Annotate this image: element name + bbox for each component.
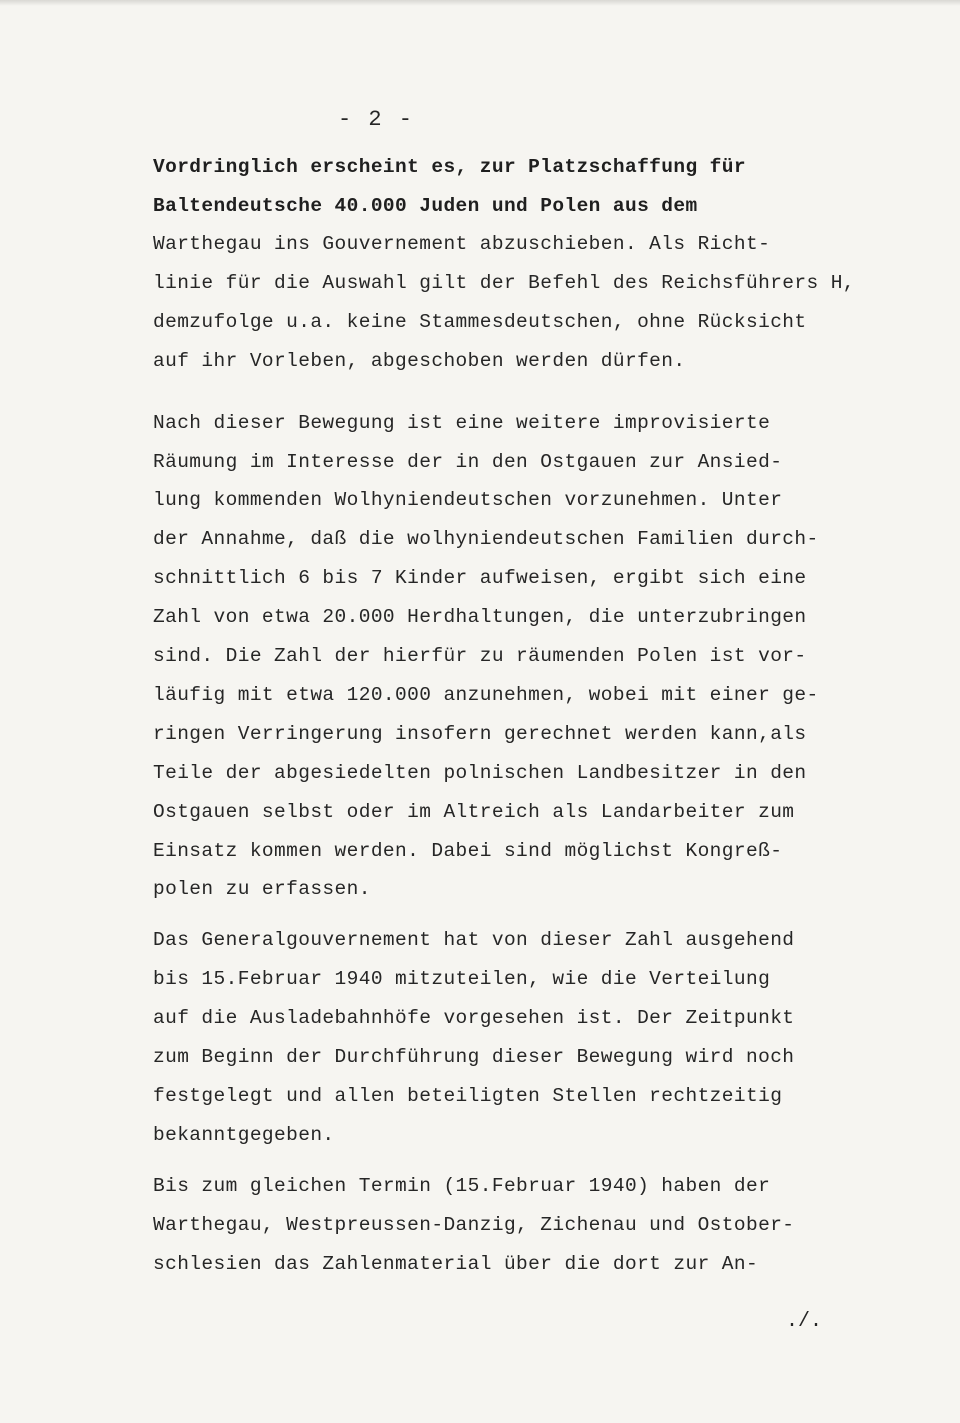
text-line: Warthegau, Westpreussen-Danzig, Zichenau und Ostober- xyxy=(153,1214,795,1236)
text-line: polen zu erfassen. xyxy=(153,878,371,900)
text-line: Warthegau ins Gouvernement abzuschieben. Als Richt- xyxy=(153,233,771,255)
text-line: schnittlich 6 bis 7 Kinder aufweisen, ergibt sich eine xyxy=(153,567,807,589)
text-line: Das Generalgouvernement hat von dieser Zahl ausgehend xyxy=(153,929,795,951)
text-line: Räumung im Interesse der in den Ostgauen zur Ansied- xyxy=(153,451,783,473)
text-line: Ostgauen selbst oder im Altreich als Landarbeiter zum xyxy=(153,801,795,823)
text-line: Vordringlich erscheint es, zur Platzschaffung für xyxy=(153,156,746,178)
text-line: demzufolge u.a. keine Stammesdeutschen, ohne Rücksicht xyxy=(153,311,807,333)
page-number: - 2 - xyxy=(338,107,415,132)
text-line: ringen Verringerung insofern gerechnet werden kann,als xyxy=(153,723,807,745)
text-line: Teile der abgesiedelten polnischen Landbesitzer in den xyxy=(153,762,807,784)
text-line: läufig mit etwa 120.000 anzunehmen, wobei mit einer ge- xyxy=(153,684,819,706)
text-line: linie für die Auswahl gilt der Befehl des Reichsführers H, xyxy=(153,272,855,294)
scan-edge xyxy=(0,0,960,6)
text-line: Nach dieser Bewegung ist eine weitere improvisierte xyxy=(153,412,771,434)
text-line: auf ihr Vorleben, abgeschoben werden dürfen. xyxy=(153,350,686,372)
text-line: auf die Ausladebahnhöfe vorgesehen ist. Der Zeitpunkt xyxy=(153,1007,795,1029)
continuation-mark: ./. xyxy=(786,1310,823,1333)
text-line: Bis zum gleichen Termin (15.Februar 1940) haben der xyxy=(153,1175,771,1197)
text-line: festgelegt und allen beteiligten Stellen rechtzeitig xyxy=(153,1085,783,1107)
text-line: lung kommenden Wolhyniendeutschen vorzunehmen. Unter xyxy=(153,489,783,511)
text-line: bis 15.Februar 1940 mitzuteilen, wie die Verteilung xyxy=(153,968,771,990)
text-line: Baltendeutsche 40.000 Juden und Polen aus dem xyxy=(153,195,698,217)
text-line: schlesien das Zahlenmaterial über die dort zur An- xyxy=(153,1253,759,1275)
text-line: zum Beginn der Durchführung dieser Bewegung wird noch xyxy=(153,1046,795,1068)
text-line: bekanntgegeben. xyxy=(153,1124,335,1146)
text-line: der Annahme, daß die wolhyniendeutschen Familien durch- xyxy=(153,528,819,550)
text-line: Zahl von etwa 20.000 Herdhaltungen, die unterzubringen xyxy=(153,606,807,628)
text-line: sind. Die Zahl der hierfür zu räumenden Polen ist vor- xyxy=(153,645,807,667)
text-line: Einsatz kommen werden. Dabei sind möglichst Kongreß- xyxy=(153,840,783,862)
